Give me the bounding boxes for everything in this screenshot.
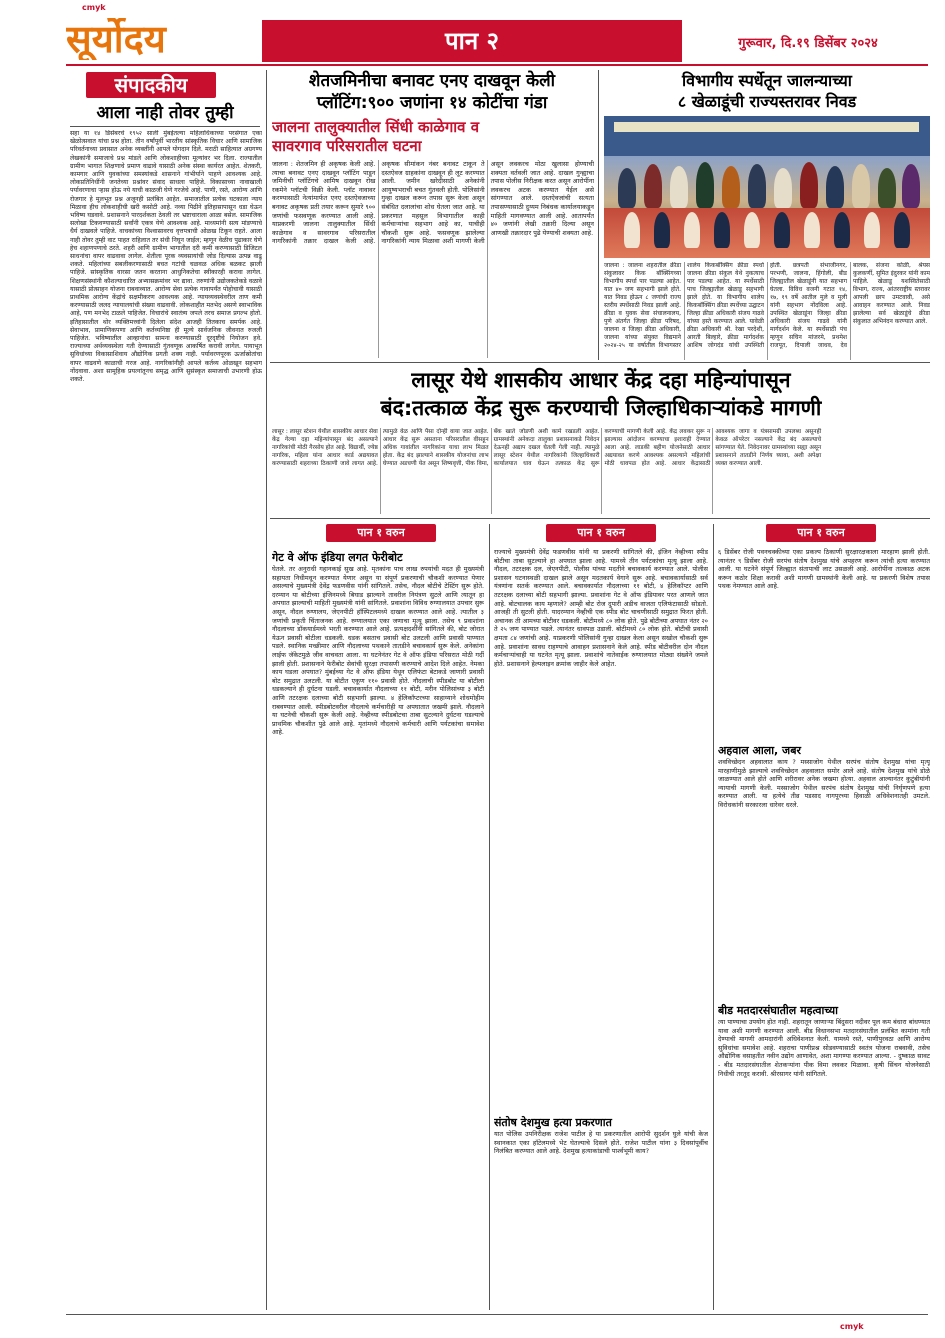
story2-headline (602, 70, 932, 112)
continued-tab-1-label: पान १ वरुन (357, 526, 405, 539)
continued-divider-2 (713, 524, 714, 1310)
story2-headline-line2: ८ खेळाडूंची राज्यस्तरावर निवड (677, 92, 857, 111)
story2-headline-line1: विभागीय स्पर्धेतून जालन्याच्या (682, 71, 852, 90)
editorial-body: सहा या १४ डिसेंबरचे १९५२ साली मुंबईतल्या महिलाधिकाच्या परसंगात एका खेळोत्सवात यांचा प्रश्न होता. तीन वर्षांपूर्वी भारतीय सांस्कृतिक विचार आणि सामाजिक परिवर्तनाच्या प्रवासात अनेक व्यक्तींनी आपले योगदान दिले. मराठी साहित्यात अग्रगण्य लेखकांनी समाजाचे प्रश्न मांडले आणि लोकशाहीच्या मूल्यांवर भर दिला. राज्यातील ग्रामीण भागात शिक्षणाचे प्रमाण वाढावे यासाठी अनेक संस्था कार्यरत आहेत. शेतकरी, कामगार आणि युवकांच्या समस्यांकडे शासनाने गांभीर्याने पाहणे आवश्यक आहे. लोकप्रतिनिधींनी जनतेच्या प्रश्नांवर संवाद साधला पाहिजे. विकासाच्या नावाखाली पर्यावरणाचा ऱ्हास होऊ नये याची काळजी घेणे गरजेचे आहे. पाणी, रस्ते, आरोग्य आणि रोजगार हे मूलभूत प्रश्न अजूनही प्रलंबित आहेत. समाजातील प्रत्येक घटकाला न्याय मिळावा हीच लोकशाहीची खरी कसोटी आहे. नव्या पिढीने इतिहासापासून धडा घेऊन भविष्य घडवावे. प्रशासनाने पारदर्शकता ठेवली तर भ्रष्टाचाराला आळा बसेल. सामाजिक सलोखा टिकवण्यासाठी सर्वांनी एकत्र येणे आवश्यक आहे. माध्यमांनी सत्य मांडण्याचे धैर्य दाखवले पाहिजे. वाचकांच्या विश्वासावरच वृत्तपत्राची ओळख टिकून राहते. आला नाही तोवर तुम्ही वाट पाहत राहिलात तर संधी निघून जाईल; म्हणून वेळीच पुढाकार घेणे हेच शहाणपणाचे ठरते. शहरी आणि ग्रामीण भागातील दरी कमी करण्यासाठी डिजिटल साधनांचा वापर वाढवावा लागेल. शेतीला पूरक व्यवसायांची जोड दिल्यास उत्पन्न वाढू शकते. महिलांच्या सबलीकरणासाठी बचत गटांची चळवळ अधिक बळकट झाली पाहिजे. सांस्कृतिक वारसा जतन करताना आधुनिकतेचा स्वीकारही करावा लागेल. शिक्षणसंस्थांनी कौशल्याधारित अभ्यासक्रमांवर भर द्यावा. तरुणांनी उद्योजकतेकडे वळावे यासाठी प्रोत्साहन योजना राबवाव्यात. आरोग्य सेवा प्रत्येक गावापर्यंत पोहोचावी यासाठी प्राथमिक आरोग्य केंद्रांचे सक्षमीकरण आवश्यक आहे. न्यायव्यवस्थेवरील ताण कमी करण्यासाठी जलद न्यायालयांची संख्या वाढवावी. लोकशाहीत मतभेद असणे स्वाभाविक आहे, पण मनभेद टाळले पाहिजेत. विचारांचे स्वातंत्र्य जपले तरच समाज प्रगल्भ होतो. इतिहासातील थोर व्यक्तिमत्त्वांनी दिलेला संदेश आजही तितकाच समर्पक आहे. सेवाभाव, प्रामाणिकपणा आणि कर्तव्यनिष्ठा ही मूल्ये सार्वजनिक जीवनात रुजली पाहिजेत. भविष्यातील आव्हानांचा सामना करण्यासाठी दूरदृष्टीचे नियोजन हवे. राज्याच्या अर्थव्यवस्थेला गती देण्यासाठी गुंतवणूक आकर्षित करावी लागेल. पायाभूत सुविधांच्या विकासाशिवाय औद्योगिक प्रगती शक्य नाही. पर्यावरणपूरक ऊर्जास्रोतांचा वापर वाढवणे काळाची गरज आहे. नागरिकांनीही आपले कर्तव्य ओळखून सहभाग नोंदवावा. अशा सामूहिक प्रयत्नांतूनच समृद्ध आणि सुसंस्कृत समाजाची उभारणी होऊ शकते. (70, 130, 262, 384)
continued-tab-1 (326, 524, 436, 542)
story1-subhead: जालना तालुक्यातील सिंधी काळेगाव व सावरगाव परिसरातील घटना (272, 118, 480, 155)
continued-col1-body: घेतले. तर अनुराधी गहानकाई सुख आहे. मृतकांना पाच लाख रुपयांची मदत ही मुख्यमंत्री सहायता निधीमधून करण्यात येणार असून या संपूर्ण प्रकरणाची चौकशी करण्यात येणार असल्याचे मुख्यमंत्री देवेंद्र फडणवीस यांनी सांगितले. तसेच, नौदल बोटीचे टेस्टिंग सुरू होते. दरम्यान या बोटीच्या इंजिनमध्ये बिघाड झाल्याने तावरील नियंत्रण सुटले आणि त्यातून हा अपघात झाल्याची माहिती मुख्यमंत्री यांनी सांगितले. प्रवाशांना विविध रुग्णालयात उपचार सुरू असून, नौदल रुग्णालय, जेएनपीटी हॉस्पिटलमध्ये दाखल करण्यात आले आहे. त्यातील ३ जणांची प्रकृती चिंताजनक आहे. रुग्णालयात एका जणाचा मृत्यू झाला. तसेच ९ प्रवाशांना नौदलाच्या डॉकयार्डमध्ये भरती करण्यात आले आहे. प्रत्यक्षदर्शींनी सांगितले की, बोट जोरात येऊन प्रवासी बोटीला धडकली. धडक बसताच प्रवासी बोट उलटली आणि प्रवासी पाण्यात पडले. स्थानिक मच्छीमार आणि नौदलाच्या पथकाने तातडीने बचावकार्य सुरू केले. अनेकांना लाईफ जॅकेटमुळे जीव वाचवता आला. या घटनेनंतर गेट वे ऑफ इंडिया परिसरात मोठी गर्दी झाली होती. प्रशासनाने फेरीबोट सेवांची सुरक्षा तपासणी करण्याचे आदेश दिले आहेत. नेमका काय घडला अपघात? मुंबईच्या गेट वे ऑफ इंडिया येथून एलिफंटा बेटाकडे जाणारी प्रवासी बोट समुद्रात उलटली. या बोटीत एकूण ११० प्रवासी होते. नौदलाची स्पीडबोट या बोटीला धडकल्याने ही दुर्घटना घडली. बचावकार्यात नौदलाच्या ११ बोटी, मरीन पोलिसांच्या ३ बोटी आणि तटरक्षक दलाच्या बोटी सहभागी झाल्या. ४ हेलिकॉप्टरच्या साहाय्याने शोधमोहीम राबवण्यात आली. स्पीडबोटवरील नौदलाचे कर्मचारीही या अपघातात जखमी झाले. नौदलाने या घटनेची चौकशी सुरू केली आहे. नेव्हीच्या स्पीडबोटचा ताबा सुटल्याने दुर्घटना घडल्याचे प्राथमिक चौकशीत पुढे आले आहे. मृतांमध्ये नौदलाचे कर्मचारी आणि पर्यटकांचा समावेश आहे. (272, 565, 484, 737)
story3-headline-line1: लासूर येथे शासकीय आधार केंद्र दहा महिन्यांपासून (411, 368, 791, 392)
continued-col2-body2: यात पोलिस उपनिरीक्षक राजेश पाटील हे या प्रकरणातील आरोपी सुदर्शन घुले यांची केज स्थानकात एका हॉटेलमध्ये भेट घेतल्याचे दिसले होते. राजेश पाटील यांना ३ दिवसांपूर्वीच निलंबित करण्यात आले आहे. देशमुख हत्याकांडाची पार्श्वभूमी काय? (494, 1130, 708, 1156)
issue-date: गुरूवार, दि.१९ डिसेंबर २०२४ (738, 36, 878, 51)
header-rule (66, 64, 928, 66)
story1-headline-line1: शेतजमिनीचा बनावट एनए दाखवून केली (308, 71, 556, 91)
story1-body: जालना : शेतजमिन ही अकृषक केली आहे. त्याचा बनावट एनए दाखवून प्लॉटिंग पाडून जमिनीची प्लॉटिंगचे आमिष दाखवून रोख रकमेने प्लॉटची विक्री केली. प्लॉट नावावर करण्यासाठी नेत्यांमार्फत एनए दस्तऐवजाच्या बनावट अकृषक प्रती तयार करून सुमारे ९०० जणांची फसवणूक करण्यात आली आहे. याप्रकरणी जालना तालुक्यातील सिंधी काळेगाव व सावरगाव परिसरातील नागरिकांनी तक्रार दाखल केली आहे. अकृषक सीमांकन नंबर बनावट टाकून ते दस्तऐवज ग्राहकांना दाखवून ही लूट करण्यात आली. जमीन खरेदीसाठी अनेकांनी आयुष्यभराची बचत गुंतवली होती. पोलिसांनी गुन्हा दाखल करून तपास सुरू केला असून संबंधित दलालांचा शोध घेतला जात आहे. या प्रकरणात महसूल विभागातील काही कर्मचाऱ्यांचा सहभाग आहे का, याचीही चौकशी सुरू आहे. फसवणूक झालेल्या नागरिकांनी न्याय मिळावा अशी मागणी केली असून लवकरच मोठा खुलासा होण्याची शक्यता वर्तवली जात आहे. दाखल गुन्ह्याचा तपास पोलीस निरीक्षक करत असून आरोपींना लवकरच अटक करण्यात येईल असे सांगण्यात आले. दस्तऐवजांची सत्यता तपासण्यासाठी दुय्यम निबंधक कार्यालयाकडून माहिती मागवण्यात आली आहे. आतापर्यंत ४० जणांनी लेखी तक्रारी दिल्या असून आणखी तक्रारदार पुढे येण्याची शक्यता आहे. (272, 160, 594, 246)
story1-divider (598, 70, 599, 360)
continued-tab-3 (766, 524, 876, 542)
continued-tab-3-label: पान १ वरुन (797, 526, 845, 539)
story1-headline (272, 70, 592, 114)
continued-tab-2 (546, 524, 656, 542)
continued-col3-body: ६ डिसेंबर रोजी पवनचक्कीच्या एका प्रकल्प ठिकाणी सुरक्षारक्षकाला मारहाण झाली होती. त्यानंतर ९ डिसेंबर रोजी सरपंच संतोष देशमुख यांचे अपहरण करून त्यांची हत्या करण्यात आली. या घटनेने संपूर्ण जिल्ह्यात संतापाची लाट उसळली आहे. आरोपींना तात्काळ अटक करून कठोर शिक्षा करावी अशी मागणी ग्रामस्थांनी केली आहे. या प्रकरणी विशेष तपास पथक नेमण्यात आले आहे. (718, 548, 930, 591)
page-number: पान २ (444, 27, 499, 55)
footer-rule (66, 1314, 928, 1315)
continued-col2 (494, 548, 708, 1310)
editorial-title-rule (70, 126, 260, 127)
top-section-rule (270, 362, 930, 363)
masthead: सूर्योदय (66, 18, 166, 60)
continued-col3-subhead3: बीड मतदारसंघातील महत्वाच्या (718, 1004, 838, 1017)
story3-body: लासूर : लासूर स्टेशन येथील शासकीय आधार सेवा केंद्र गेल्या दहा महिन्यांपासून बंद असल्याने नागरिकांची मोठी गैरसोय होत आहे. विद्यार्थी, ज्येष्ठ नागरिक, महिला यांना आधार कार्ड अद्ययावत करण्यासाठी शहराच्या ठिकाणी जावे लागत आहे. त्यामुळे वेळ आणि पैसा दोन्ही वाया जात आहेत. आधार केंद्र सुरू असताना परिसरातील वीसहून अधिक गावांतील नागरिकांना याचा लाभ मिळत होता. केंद्र बंद झाल्याने शासकीय योजनांचा लाभ घेण्यात अडचणी येत असून शिष्यवृत्ती, पीक विमा, बँक खाते जोडणी अशी कामे रखडली आहेत. ग्रामस्थांनी अनेकदा तालुका प्रशासनाकडे निवेदन देऊनही अद्याप दखल घेतली गेली नाही. त्यामुळे लासूर स्टेशन येथील नागरिकांनी जिल्हाधिकारी कार्यालयात धाव घेऊन तत्काळ केंद्र सुरू करण्याची मागणी केली आहे. केंद्र लवकर सुरू न झाल्यास आंदोलन करण्याचा इशाराही देण्यात आला आहे. लाडकी बहीण योजनेसाठी आधार अद्ययावत करणे आवश्यक असल्याने महिलांची मोठी धावपळ होत आहे. आधार केंद्रासाठी आवश्यक जागा व यंत्रसामग्री उपलब्ध असूनही केवळ ऑपरेटर नसल्याने केंद्र बंद असल्याचे सांगण्यात येते. निवेदनावर ग्रामस्थांच्या सह्या असून प्रशासनाने तातडीने निर्णय घ्यावा, अशी अपेक्षा व्यक्त करण्यात आली. (272, 429, 822, 467)
continued-col3 (718, 548, 930, 1310)
continued-col1 (272, 548, 484, 1310)
continued-col2-body: राज्याचे मुख्यमंत्री देवेंद्र फडणवीस यांनी या प्रकरणी सांगितले की, इंजिन नेव्हीच्या स्पीड बोटीचा ताबा सुटल्याने हा अपघात झाला आहे. यामध्ये तीन पर्यटकांचा मृत्यू झाला आहे. नौदल, तटरक्षक दल, जेएनपीटी, पोलीस यांच्या मदतीने बचावकार्य करण्यात आले. पोलीस प्रशासन घटनास्थळी दाखल झाले असून मदतकार्य वेगाने सुरू आहे. बचावकार्यासाठी सर्व यंत्रणांना सतर्क करण्यात आले. बचावकार्यात नौदलाच्या ११ बोटी, ४ हेलिकॉप्टर आणि तटरक्षक दलाच्या बोटी सहभागी झाल्या. प्रवाशांना गेट वे ऑफ इंडियावर परत आणले जात आहे. बोटचालक काय म्हणाले? आम्ही बोट रोज दुपारी अडीच वाजता एलिफंटासाठी सोडतो. आजही ती सुटली होती. यादरम्यान नेव्हीची एक स्पीड बोट चाचणीसाठी समुद्रात फिरत होती. अचानक ती आमच्या बोटीवर धडकली. बोटीमध्ये ८० लोक होते. पुढे बोटीच्या अपघात नंतर २० ते २५ जण पाण्यात पडले. त्यानंतर धावपळ उडाली. बोटीमध्ये ८० लोक होते. बोटीची प्रवासी क्षमता ८४ जणांची आहे. याप्रकरणी पोलिसांनी गुन्हा दाखल केला असून सखोल चौकशी सुरू आहे. प्रवाशांना सावध राहण्याचे आवाहन प्रशासनाने केले आहे. स्पीड बोटीवरील दोन नौदल कर्मचाऱ्यांचाही या घटनेत मृत्यू झाला. प्रवाशांचे नातेवाईक रुग्णालयात मोठ्या संख्येने जमले होते. प्रशासनाने हेल्पलाइन क्रमांक जाहीर केले आहेत. (494, 548, 708, 668)
editorial-badge (86, 72, 216, 98)
page-label (262, 20, 682, 62)
story1-headline-line2: प्लॉटिंग:९०० जणांना १४ कोटींचा गंडा (316, 93, 548, 113)
continued-col3-subhead2: अहवाल आला, जबर (718, 744, 801, 757)
editorial-badge-label: संपादकीय (114, 73, 188, 97)
story3-headline (270, 366, 932, 422)
cmyk-mark-bottom: cmyk (840, 1322, 864, 1331)
middle-section-rule (270, 518, 930, 519)
editorial-divider (266, 70, 267, 1310)
continued-divider-1 (489, 524, 490, 1310)
team-photo (604, 116, 930, 258)
continued-col1-subhead: गेट वे ऑफ इंडिया लगत फेरीबोट (272, 551, 403, 564)
continued-col3-body3: त्या पाण्याचा उपयोग होत नाही. शहरातून जाणाऱ्या बिंदुसरा नदीवर पूल कम बंधारा बांधण्यात यावा अशी मागणी करण्यात आली. बीड विधानसभा मतदारसंघातील प्रलंबित कामांना गती देण्याची मागणी आमदारांनी अधिवेशनात केली. यामध्ये रस्ते, पाणीपुरवठा आणि आरोग्य सुविधांचा समावेश आहे. शहराचा पाणीप्रश्न सोडवण्यासाठी स्वतंत्र योजना राबवावी, तसेच औद्योगिक वसाहतीत नवीन उद्योग आणावेत, अशा मागण्या करण्यात आल्या. - दुष्काळ सावट - बीड मतदारसंघातील शेतकऱ्यांना पीक विमा लवकर मिळावा. कृषी सिंचन योजनेसाठी निधीची तरतूद करावी. श्रीरसागर यांनी सांगितले. (718, 1018, 930, 1078)
continued-col3-body2: शवविच्छेदन अहवालात काय ? मस्साजोग येथील सरपंच संतोष देशमुख यांचा मृत्यू मारहाणीमुळे झाल्याचे शवविच्छेदन अहवालात समोर आले आहे. संतोष देशमुख यांचे डोळे जाळण्यात आले होते आणि शरीरावर अनेक जखमा होत्या. अहवाल आल्यानंतर कुटुंबीयांनी न्यायाची मागणी केली. मस्साजोग येथील सरपंच संतोष देशमुख यांची निर्घृणपणे हत्या करण्यात आली. या हत्येचे तीव्र पडसाद नागपूरच्या हिवाळी अधिवेशनातही उमटले. विरोधकांनी सरकारला धारेवर धरले. (718, 758, 930, 809)
continued-tab-2-label: पान १ वरुन (577, 526, 625, 539)
editorial-title: आला नाही तोवर तुम्ही (96, 103, 234, 123)
story3-headline-line2: बंद:तत्काळ केंद्र सुरू करण्याची जिल्हाधिकाऱ्यांकडे मागणी (380, 396, 822, 420)
continued-col2-subhead: संतोष देशमुख हत्या प्रकरणात (494, 1116, 612, 1129)
story2-body: जालना : जालना शहरातील क्रीडा संकुलावर किक बॉक्सिंगच्या विभागीय स्पर्धा पार पडल्या आहेत. यात ४० जण सहभागी झाले होते. यात निवड होऊन ८ जणांची राज्य स्तरीय स्पर्धेसाठी निवड झाली आहे. क्रीडा व युवक सेवा संचालनालय, पुणे अंतर्गत जिल्हा क्रीडा परिषद, जालना व जिल्हा क्रीडा अधिकारी, जालना यांच्या संयुक्त विद्यमाने २०२४-२५ या वर्षातील विभागस्तर शालेय किकबॉक्सिंग क्रीडा स्पर्धा जालना क्रीडा संकुल येथे नुकत्याच पार पडल्या आहेत. या स्पर्धेसाठी पाच जिल्ह्यातील खेळाडू सहभागी झाले होते. या विभागीय शालेय किकबॉक्सिंग क्रीडा स्पर्धेच्या उद्घाटन जिल्हा क्रीडा अधिकारी संजय गाढवे यांच्या हस्ते करण्यात आले. यावेळी क्रीडा अधिकारी श्री. रेखा परदेशी, आरती बिल्हारे, क्रीडा मार्गदर्शक आशिष जोगदंड यांची उपस्थिती होती. छत्रपती संभाजीनगर, परभणी, जालना, हिंगोली, बीड जिल्ह्यातील खेळाडूंनी यात सहभाग घेतला. विविध वजनी गटात १४, १७, १९ वर्षे आतील मुले व मुली यांनी सहभाग नोंदविला आहे. उपस्थित खेळाडूंना जिल्हा क्रीडा अधिकारी संजय गाढवे यांनी मार्गदर्शन केले. या स्पर्धेसाठी पंच म्हणून सचिन मांजरमे, प्रथमेश राजपूत, दिपाली जाधव, देव बालक, संजना कोळी, श्रेयस कुलकर्णी, सुमित इंदुरकर यांनी काम पाहिले. खेळाडू यशस्वितेसाठी विभाग, राज्य, आंतरराष्ट्रीय स्तरावर आपली छाप उमटवावी, असे आवाहन करण्यात आले. निवड झालेल्या सर्व खेळाडूंचे क्रीडा संकुलात अभिनंदन करण्यात आले. (604, 262, 930, 349)
cmyk-mark-top: cmyk (82, 3, 106, 12)
